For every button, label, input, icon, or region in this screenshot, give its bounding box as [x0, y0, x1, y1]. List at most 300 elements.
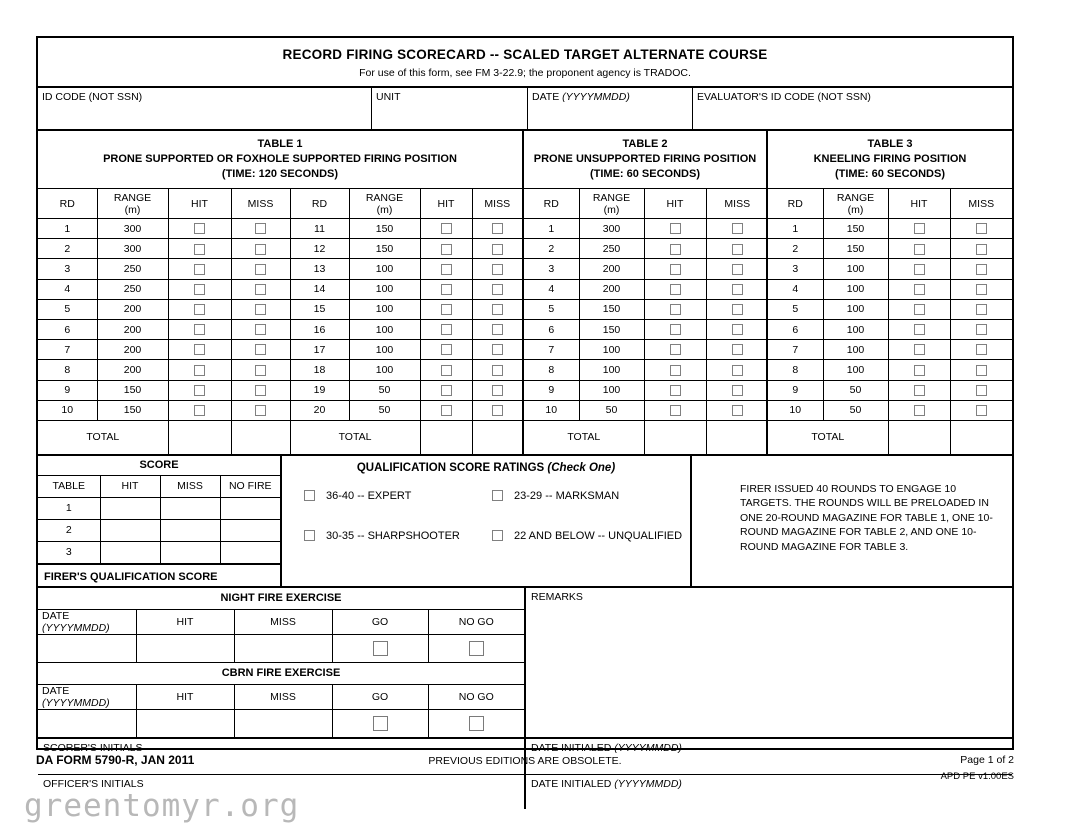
total-hit-value[interactable]: [168, 420, 231, 454]
checkbox-icon[interactable]: [194, 405, 205, 416]
hit-cell[interactable]: [420, 360, 472, 380]
checkbox-icon[interactable]: [914, 284, 925, 295]
checkbox-icon[interactable]: [914, 304, 925, 315]
checkbox-icon[interactable]: [194, 365, 205, 376]
miss-cell[interactable]: [950, 360, 1012, 380]
remarks-section[interactable]: [526, 588, 1012, 737]
score-header-0: TABLE: [38, 476, 100, 498]
hit-cell[interactable]: [168, 299, 231, 319]
checkbox-icon[interactable]: [914, 264, 925, 275]
score-no-fire-value[interactable]: [220, 497, 280, 519]
checkbox-icon[interactable]: [914, 223, 925, 234]
night-date-label: DATE: [42, 609, 70, 622]
checkbox-icon[interactable]: [255, 284, 266, 295]
score-table-number: 3: [38, 541, 100, 563]
hit-cell[interactable]: [644, 279, 706, 299]
round-number: 5: [768, 299, 823, 319]
date-label: DATE: [532, 91, 560, 103]
checkbox-icon[interactable]: [492, 244, 503, 255]
total-hit-value[interactable]: [420, 420, 472, 454]
checkbox-icon[interactable]: [441, 264, 452, 275]
checkbox-icon[interactable]: [255, 365, 266, 376]
table-row: [768, 380, 1012, 400]
round-number: 9: [38, 380, 97, 400]
cbrn-fire-go-cell[interactable]: [332, 709, 428, 737]
checkbox-icon[interactable]: [732, 264, 743, 275]
table-2-caption: [524, 131, 766, 189]
miss-cell[interactable]: [231, 239, 290, 259]
hit-cell[interactable]: [420, 319, 472, 339]
round-range: 100: [823, 360, 888, 380]
qualification-option-marksman[interactable]: [492, 490, 690, 502]
checkbox-icon[interactable]: [914, 344, 925, 355]
checkbox-icon[interactable]: [670, 284, 681, 295]
checkbox-icon[interactable]: [492, 490, 503, 501]
checkbox-icon[interactable]: [441, 284, 452, 295]
round-range: 150: [823, 239, 888, 259]
cbrn-fire-hit-value[interactable]: [136, 709, 234, 737]
round-number: 20: [290, 400, 349, 420]
checkbox-icon[interactable]: [304, 530, 315, 541]
cbrn-fire-date-value[interactable]: [38, 709, 136, 737]
miss-cell[interactable]: [231, 360, 290, 380]
miss-cell[interactable]: [706, 400, 768, 420]
table-row: [524, 340, 768, 360]
table-row: [38, 259, 522, 279]
hit-cell[interactable]: [168, 239, 231, 259]
checkbox-icon[interactable]: [194, 264, 205, 275]
hit-cell[interactable]: [888, 340, 950, 360]
miss-cell[interactable]: [231, 400, 290, 420]
table-row: [38, 219, 522, 239]
round-number: 8: [524, 360, 579, 380]
miss-cell[interactable]: [472, 219, 522, 239]
checkbox-icon[interactable]: [304, 490, 315, 501]
night-date-format: (YYYYMMDD): [42, 621, 110, 634]
hit-cell[interactable]: [888, 279, 950, 299]
hit-cell[interactable]: [168, 380, 231, 400]
checkbox-icon[interactable]: [670, 344, 681, 355]
table-row: [38, 319, 522, 339]
score-miss-value[interactable]: [160, 497, 220, 519]
checkbox-icon[interactable]: [441, 244, 452, 255]
checkbox-icon[interactable]: [194, 344, 205, 355]
checkbox-icon[interactable]: [670, 264, 681, 275]
total-hit-value[interactable]: [888, 420, 950, 454]
total-label: TOTAL: [38, 420, 168, 454]
checkbox-icon[interactable]: [492, 385, 503, 396]
miss-cell[interactable]: [706, 259, 768, 279]
miss-cell[interactable]: [472, 259, 522, 279]
round-range: 200: [579, 279, 644, 299]
checkbox-icon[interactable]: [914, 405, 925, 416]
miss-cell[interactable]: [706, 340, 768, 360]
hit-cell[interactable]: [644, 299, 706, 319]
night-fire-hit-value[interactable]: [136, 634, 234, 662]
miss-cell[interactable]: [706, 319, 768, 339]
hit-cell[interactable]: [420, 400, 472, 420]
checkbox-icon[interactable]: [441, 344, 452, 355]
checkbox-icon[interactable]: [914, 365, 925, 376]
round-number: 19: [290, 380, 349, 400]
checkbox-icon[interactable]: [492, 284, 503, 295]
table-row: [524, 360, 768, 380]
check-one-hint: (Check One): [547, 461, 616, 474]
checkbox-icon[interactable]: [194, 324, 205, 335]
checkbox-icon[interactable]: [732, 344, 743, 355]
checkbox-icon[interactable]: [492, 324, 503, 335]
qualification-option-label: 30-35 -- SHARPSHOOTER: [326, 529, 460, 542]
checkbox-icon[interactable]: [255, 244, 266, 255]
score-title: SCORE: [38, 456, 280, 476]
score-hit-value[interactable]: [100, 497, 160, 519]
table-3-position: KNEELING FIRING POSITION: [813, 153, 967, 165]
round-range: 100: [823, 340, 888, 360]
miss-cell[interactable]: [950, 239, 1012, 259]
checkbox-icon[interactable]: [441, 324, 452, 335]
round-range: 300: [579, 219, 644, 239]
checkbox-icon[interactable]: [255, 405, 266, 416]
round-number: 3: [768, 259, 823, 279]
checkbox-icon[interactable]: [469, 716, 484, 731]
hit-cell[interactable]: [644, 219, 706, 239]
score-hit-value[interactable]: [100, 519, 160, 541]
score-row: [38, 519, 280, 541]
checkbox-icon[interactable]: [732, 304, 743, 315]
hit-cell[interactable]: [888, 299, 950, 319]
night-fire-nogo-header: NO GO: [428, 610, 524, 635]
checkbox-icon[interactable]: [492, 365, 503, 376]
qualification-option-expert[interactable]: [304, 490, 492, 502]
hit-cell[interactable]: [888, 259, 950, 279]
miss-cell[interactable]: [950, 219, 1012, 239]
miss-cell[interactable]: [231, 279, 290, 299]
checkbox-icon[interactable]: [732, 324, 743, 335]
round-range: 100: [579, 380, 644, 400]
checkbox-icon[interactable]: [194, 244, 205, 255]
checkbox-icon[interactable]: [194, 284, 205, 295]
round-range: 150: [97, 400, 168, 420]
miss-cell[interactable]: [231, 319, 290, 339]
cbrn-fire-miss-value[interactable]: [234, 709, 332, 737]
checkbox-icon[interactable]: [732, 365, 743, 376]
checkbox-icon[interactable]: [670, 405, 681, 416]
round-range: 200: [97, 360, 168, 380]
round-number: 14: [290, 279, 349, 299]
id-code-field[interactable]: [38, 88, 372, 129]
checkbox-icon[interactable]: [255, 264, 266, 275]
miss-cell[interactable]: [472, 360, 522, 380]
miss-cell[interactable]: [706, 299, 768, 319]
night-fire-miss-value[interactable]: [234, 634, 332, 662]
cbrn-fire-go-header: GO: [332, 685, 428, 710]
round-range: 200: [579, 259, 644, 279]
checkbox-icon[interactable]: [492, 223, 503, 234]
table-row: [38, 279, 522, 299]
hit-cell[interactable]: [168, 279, 231, 299]
checkbox-icon[interactable]: [732, 223, 743, 234]
miss-cell[interactable]: [472, 340, 522, 360]
miss-cell[interactable]: [950, 340, 1012, 360]
checkbox-icon[interactable]: [441, 405, 452, 416]
checkbox-icon[interactable]: [469, 641, 484, 656]
score-miss-value[interactable]: [160, 519, 220, 541]
score-row: [38, 541, 280, 563]
col-header-rd: RD: [38, 189, 97, 219]
table-row: [38, 400, 522, 420]
table-3-caption: [768, 131, 1012, 189]
hit-cell[interactable]: [168, 319, 231, 339]
hit-cell[interactable]: [644, 239, 706, 259]
form-id: DA FORM 5790-R, JAN 2011: [36, 753, 195, 767]
miss-cell[interactable]: [231, 219, 290, 239]
total-row: [768, 420, 1012, 454]
miss-cell[interactable]: [472, 279, 522, 299]
table-row: [38, 299, 522, 319]
checkbox-icon[interactable]: [255, 385, 266, 396]
cbrn-fire-nogo-cell[interactable]: [428, 709, 524, 737]
checkbox-icon[interactable]: [670, 244, 681, 255]
checkbox-icon[interactable]: [441, 385, 452, 396]
remarks-label: REMARKS: [531, 590, 583, 603]
round-number: 12: [290, 239, 349, 259]
round-range: 200: [97, 319, 168, 339]
round-range: 250: [97, 259, 168, 279]
table-row: [524, 279, 768, 299]
officer-initials-label: OFFICER'S INITIALS: [43, 777, 144, 790]
hit-cell[interactable]: [168, 360, 231, 380]
evaluator-id-field[interactable]: [693, 88, 1012, 129]
hit-cell[interactable]: [644, 400, 706, 420]
checkbox-icon[interactable]: [670, 324, 681, 335]
miss-cell[interactable]: [472, 380, 522, 400]
night-fire-date-value[interactable]: [38, 634, 136, 662]
hit-cell[interactable]: [420, 340, 472, 360]
checkbox-icon[interactable]: [976, 304, 987, 315]
miss-cell[interactable]: [231, 380, 290, 400]
col-header-rd: RD: [290, 189, 349, 219]
firers-qualification-score-label: FIRER'S QUALIFICATION SCORE: [38, 564, 280, 588]
round-range: 50: [349, 400, 420, 420]
table-row: [768, 400, 1012, 420]
miss-cell[interactable]: [706, 219, 768, 239]
checkbox-icon[interactable]: [976, 365, 987, 376]
checkbox-icon[interactable]: [441, 223, 452, 234]
checkbox-icon[interactable]: [976, 324, 987, 335]
hit-cell[interactable]: [888, 380, 950, 400]
checkbox-icon[interactable]: [732, 385, 743, 396]
round-number: 8: [768, 360, 823, 380]
round-range: 250: [579, 239, 644, 259]
total-hit-value[interactable]: [644, 420, 706, 454]
miss-cell[interactable]: [950, 299, 1012, 319]
miss-cell[interactable]: [706, 239, 768, 259]
qualification-option-unqualified[interactable]: [492, 530, 690, 542]
round-number: 10: [768, 400, 823, 420]
total-row: [38, 420, 522, 454]
hit-cell[interactable]: [888, 360, 950, 380]
checkbox-icon[interactable]: [492, 405, 503, 416]
hit-cell[interactable]: [888, 239, 950, 259]
round-range: 100: [823, 259, 888, 279]
miss-cell[interactable]: [472, 400, 522, 420]
hit-cell[interactable]: [420, 219, 472, 239]
checkbox-icon[interactable]: [492, 264, 503, 275]
score-no-fire-value[interactable]: [220, 519, 280, 541]
checkbox-icon[interactable]: [914, 324, 925, 335]
checkbox-icon[interactable]: [670, 365, 681, 376]
score-no-fire-value[interactable]: [220, 541, 280, 563]
miss-cell[interactable]: [950, 400, 1012, 420]
hit-cell[interactable]: [420, 259, 472, 279]
col-header-rd: RD: [524, 189, 579, 219]
round-range: 200: [97, 299, 168, 319]
hit-cell[interactable]: [644, 259, 706, 279]
round-number: 2: [768, 239, 823, 259]
checkbox-icon[interactable]: [255, 223, 266, 234]
checkbox-icon[interactable]: [492, 304, 503, 315]
miss-cell[interactable]: [231, 340, 290, 360]
checkbox-icon[interactable]: [914, 385, 925, 396]
miss-cell[interactable]: [950, 380, 1012, 400]
checkbox-icon[interactable]: [255, 304, 266, 315]
checkbox-icon[interactable]: [194, 304, 205, 315]
checkbox-icon[interactable]: [976, 344, 987, 355]
round-number: 4: [38, 279, 97, 299]
checkbox-icon[interactable]: [976, 244, 987, 255]
checkbox-icon[interactable]: [255, 324, 266, 335]
miss-cell[interactable]: [950, 319, 1012, 339]
form-subtitle: For use of this form, see FM 3-22.9; the proponent agency is TRADOC.: [359, 67, 691, 79]
checkbox-icon[interactable]: [976, 264, 987, 275]
table-row: [524, 219, 768, 239]
round-number: 4: [768, 279, 823, 299]
hit-cell[interactable]: [644, 319, 706, 339]
score-hit-value[interactable]: [100, 541, 160, 563]
total-miss-value[interactable]: [706, 420, 768, 454]
round-range: 250: [97, 279, 168, 299]
cbrn-fire-title: CBRN FIRE EXERCISE: [38, 663, 524, 685]
checkbox-icon[interactable]: [492, 344, 503, 355]
table-row: [768, 259, 1012, 279]
checkbox-icon[interactable]: [732, 405, 743, 416]
night-fire-value-row: [38, 634, 524, 662]
total-miss-value[interactable]: [950, 420, 1012, 454]
miss-cell[interactable]: [706, 380, 768, 400]
miss-cell[interactable]: [706, 360, 768, 380]
miss-cell[interactable]: [472, 239, 522, 259]
total-miss-value[interactable]: [231, 420, 290, 454]
hit-cell[interactable]: [420, 239, 472, 259]
hit-cell[interactable]: [644, 360, 706, 380]
miss-cell[interactable]: [472, 299, 522, 319]
score-miss-value[interactable]: [160, 541, 220, 563]
round-number: 6: [524, 319, 579, 339]
checkbox-icon[interactable]: [441, 365, 452, 376]
total-label: TOTAL: [524, 420, 644, 454]
checkbox-icon[interactable]: [732, 244, 743, 255]
checkbox-icon[interactable]: [441, 304, 452, 315]
hit-cell[interactable]: [888, 400, 950, 420]
miss-cell[interactable]: [472, 319, 522, 339]
checkbox-icon[interactable]: [492, 530, 503, 541]
scorer-initials-label: SCORER'S INITIALS: [43, 741, 143, 754]
qualification-title-text: QUALIFICATION SCORE RATINGS: [356, 461, 545, 474]
checkbox-icon[interactable]: [670, 304, 681, 315]
checkbox-icon[interactable]: [255, 344, 266, 355]
table-1-group: [38, 131, 524, 454]
night-fire-go-cell[interactable]: [332, 634, 428, 662]
col-header-hit: HIT: [644, 189, 706, 219]
qualification-option-label: 36-40 -- EXPERT: [326, 489, 412, 502]
qualification-title: [282, 456, 690, 474]
qualification-options: [282, 490, 690, 542]
total-miss-value[interactable]: [472, 420, 522, 454]
hit-cell[interactable]: [168, 400, 231, 420]
miss-cell[interactable]: [950, 259, 1012, 279]
score-header-2: MISS: [160, 476, 220, 498]
hit-cell[interactable]: [420, 380, 472, 400]
cbrn-fire-grid: [38, 685, 524, 737]
checkbox-icon[interactable]: [976, 223, 987, 234]
hit-cell[interactable]: [644, 380, 706, 400]
table-row: [524, 380, 768, 400]
score-table-number: 1: [38, 497, 100, 519]
round-number: 9: [768, 380, 823, 400]
hit-cell[interactable]: [644, 340, 706, 360]
table-2-name: TABLE 2: [622, 138, 668, 150]
cbrn-date-format: (YYYYMMDD): [42, 696, 110, 709]
hit-cell[interactable]: [420, 299, 472, 319]
date-field[interactable]: [528, 88, 693, 129]
hit-cell[interactable]: [420, 279, 472, 299]
checkbox-icon[interactable]: [670, 385, 681, 396]
miss-cell[interactable]: [231, 299, 290, 319]
hit-cell[interactable]: [888, 219, 950, 239]
miss-cell[interactable]: [231, 259, 290, 279]
night-fire-go-header: GO: [332, 610, 428, 635]
checkbox-icon[interactable]: [194, 223, 205, 234]
checkbox-icon[interactable]: [194, 385, 205, 396]
hit-cell[interactable]: [888, 319, 950, 339]
table-row: [524, 319, 768, 339]
qualification-option-sharpshooter[interactable]: [304, 530, 492, 542]
checkbox-icon[interactable]: [732, 284, 743, 295]
checkbox-icon[interactable]: [373, 716, 388, 731]
hit-cell[interactable]: [168, 340, 231, 360]
round-number: 1: [38, 219, 97, 239]
checkbox-icon[interactable]: [976, 385, 987, 396]
unit-field[interactable]: [372, 88, 528, 129]
round-range: 100: [349, 299, 420, 319]
checkbox-icon[interactable]: [373, 641, 388, 656]
checkbox-icon[interactable]: [914, 244, 925, 255]
checkbox-icon[interactable]: [976, 284, 987, 295]
miss-cell[interactable]: [706, 279, 768, 299]
hit-cell[interactable]: [168, 219, 231, 239]
form-title: RECORD FIRING SCORECARD -- SCALED TARGET ALTERNATE COURSE: [282, 47, 768, 62]
miss-cell[interactable]: [950, 279, 1012, 299]
table-1-time: (TIME: 120 SECONDS): [221, 168, 339, 180]
checkbox-icon[interactable]: [670, 223, 681, 234]
round-range: 150: [97, 380, 168, 400]
col-header-rd: RD: [768, 189, 823, 219]
night-fire-nogo-cell[interactable]: [428, 634, 524, 662]
round-number: 2: [38, 239, 97, 259]
hit-cell[interactable]: [168, 259, 231, 279]
total-row: [524, 420, 768, 454]
checkbox-icon[interactable]: [976, 405, 987, 416]
